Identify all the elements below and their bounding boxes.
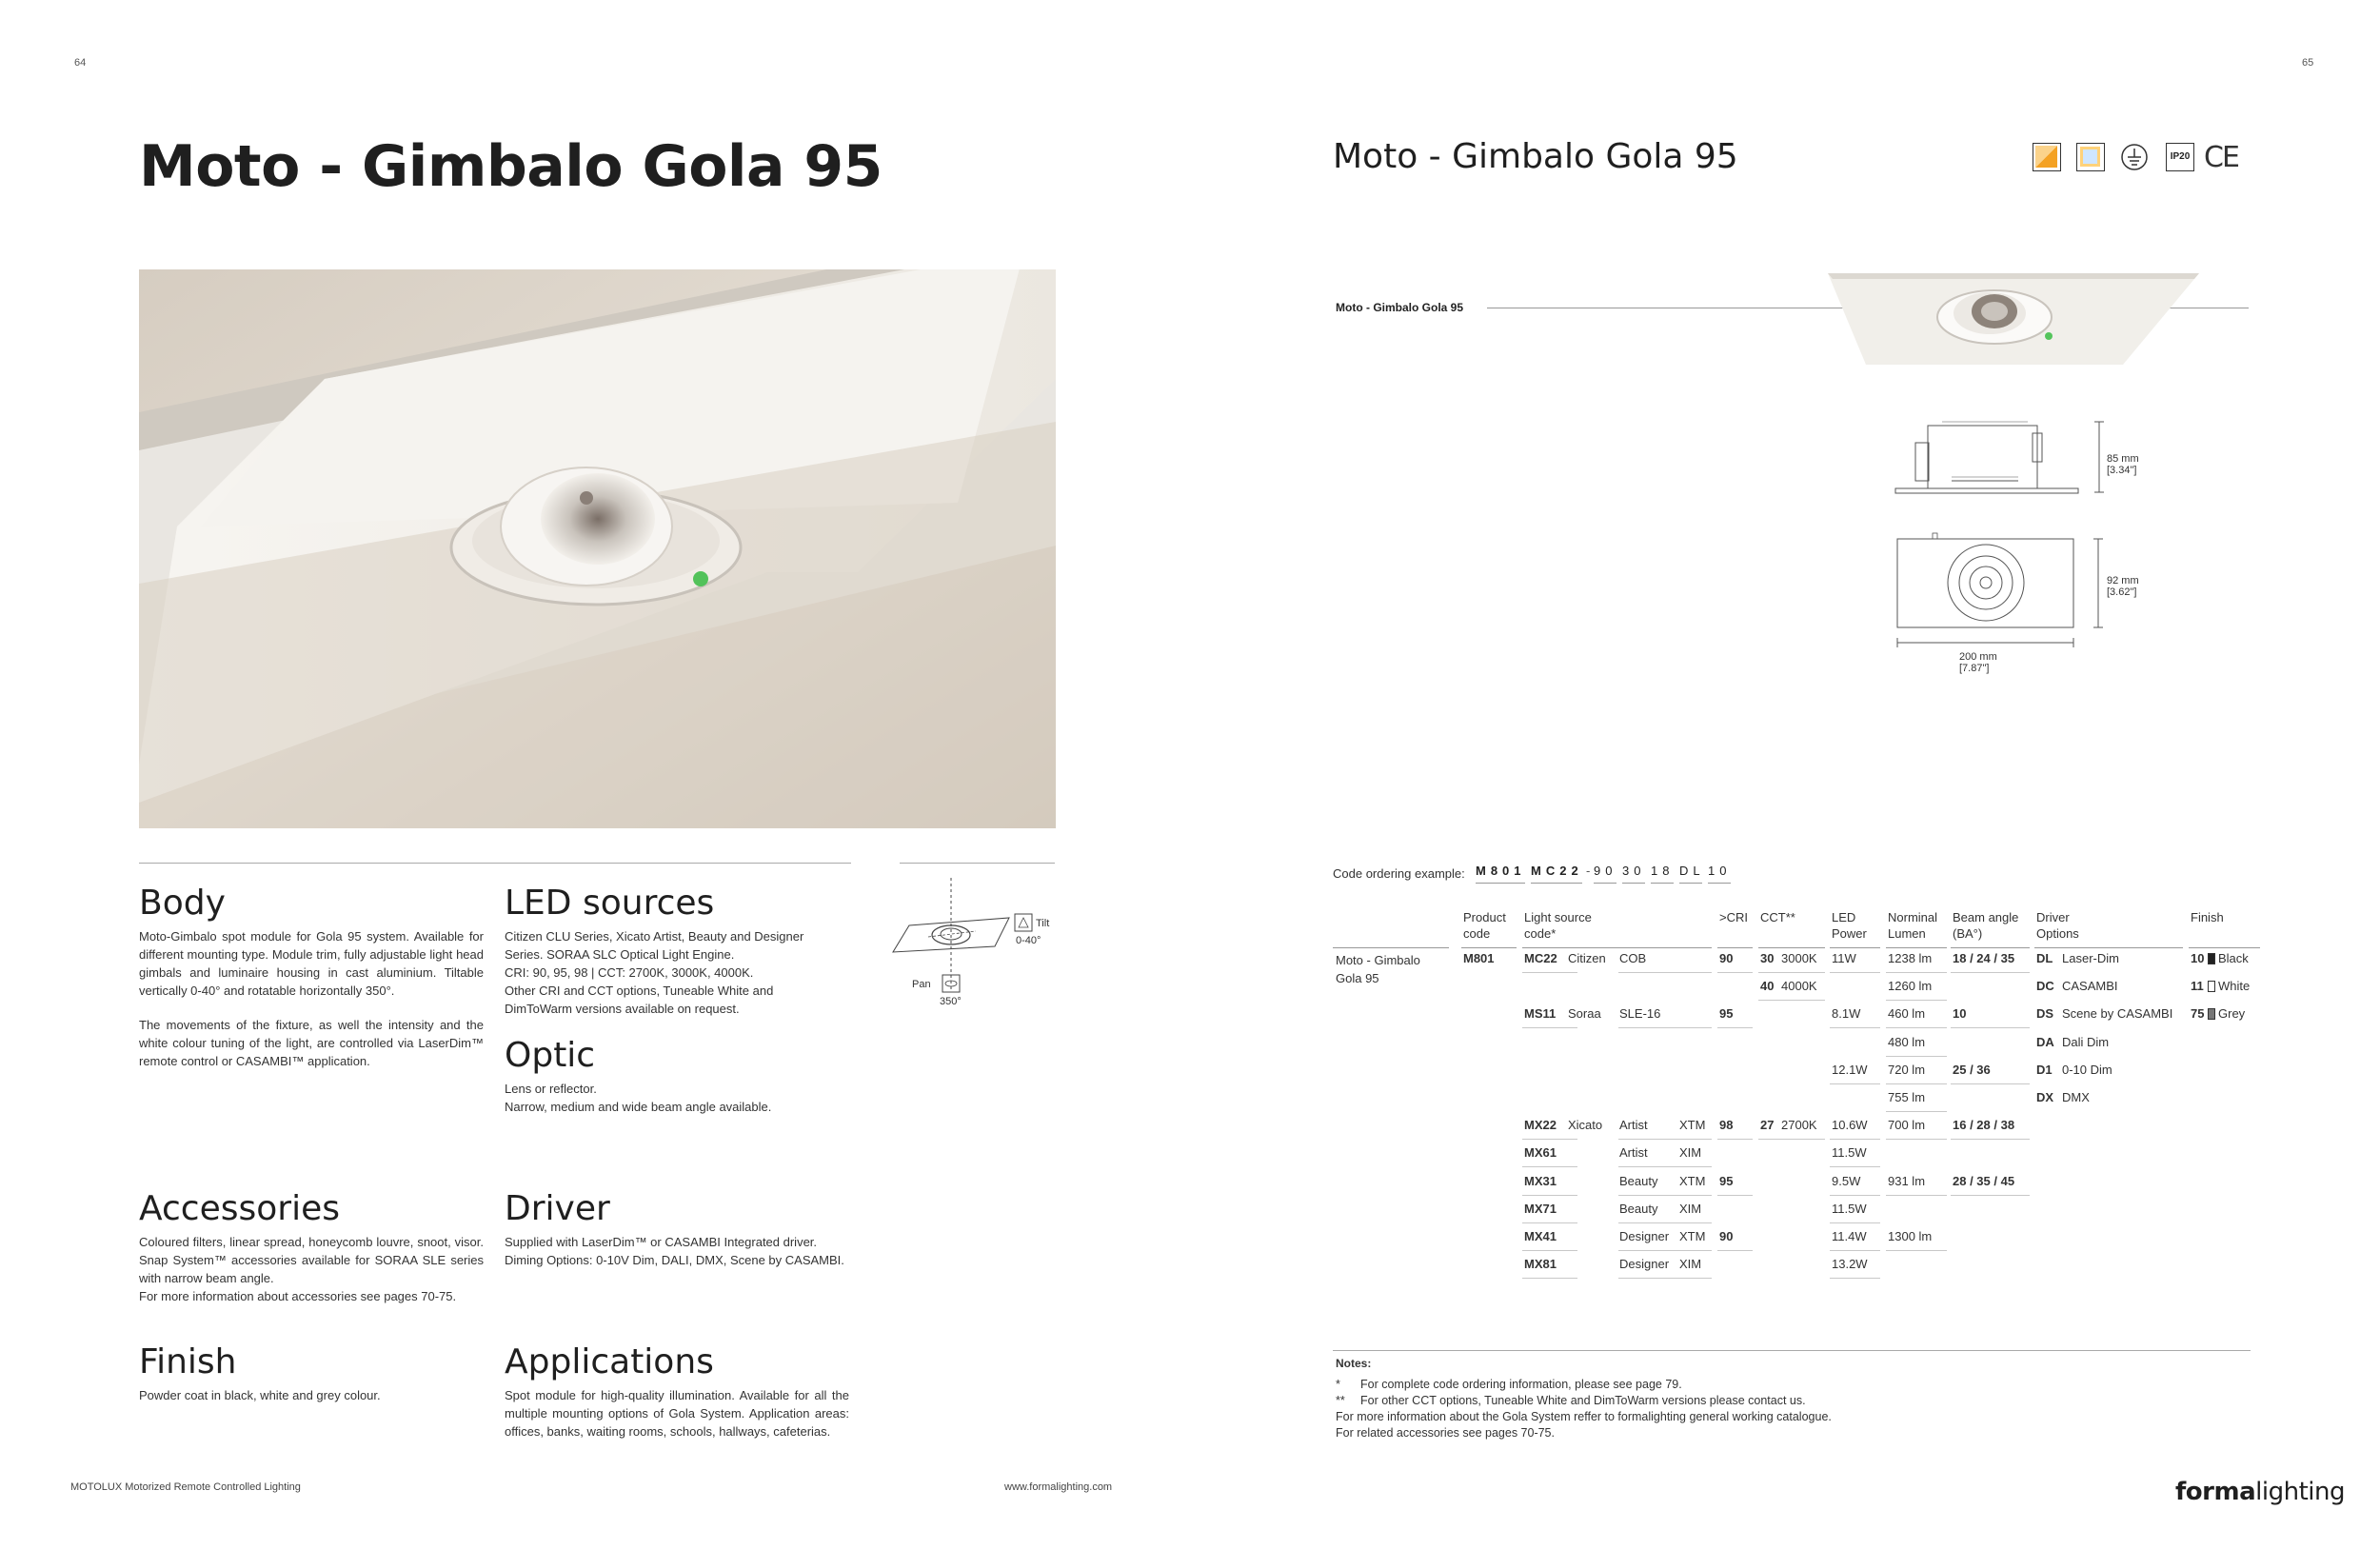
driver-option-label: CASAMBI: [2062, 979, 2118, 994]
table-cell-code: MX81: [1524, 1257, 1557, 1272]
section-text-body-controls: The movements of the fixture, as well the intensity and the white colour tuning of the light, are controlled via LaserDim™ remote control or CASAMBI™ application.: [139, 1018, 484, 1068]
front-view-drawing: [1896, 531, 2106, 650]
note-text: For complete code ordering information, please see page 79.: [1360, 1378, 1682, 1391]
header-cri: >CRI: [1719, 910, 1748, 924]
header-rule: [1333, 947, 1449, 948]
product-table: [1333, 909, 2285, 1290]
table-cell-rule: [1522, 1139, 1577, 1140]
table-cell-brand: Xicato: [1568, 1118, 1603, 1133]
dimming-icon: [2033, 143, 2061, 171]
table-cell-rule: [1522, 1195, 1577, 1196]
driver-option-label: Laser-Dim: [2062, 951, 2119, 965]
note-marker: *: [1336, 1378, 1340, 1391]
section-text-body: Moto-Gimbalo spot module for Gola 95 system. Available for different mounting type. Module trim, fully adjustable light head gimbals and luminaire housing in cast aluminium. Tiltable vertically 0-40° and rotatable horizontally 350°.: [139, 929, 484, 998]
page-title-left: Moto - Gimbalo Gola 95: [139, 133, 883, 200]
table-cell-rule: [1758, 1139, 1825, 1140]
header-finish: Finish: [2191, 910, 2224, 924]
table-cell-cct: 3000K: [1781, 951, 1817, 965]
dimension-length: [1959, 651, 1997, 674]
table-cell-brand: Citizen: [1568, 951, 1606, 965]
table-cell-rule: [1886, 1027, 1947, 1028]
header-rule: [1886, 947, 1947, 948]
table-cell-rule: [1886, 1056, 1947, 1057]
table-cell-rule: [1830, 1083, 1880, 1084]
table-cell-lumen: 1238 lm: [1888, 951, 1933, 965]
code-part-source-underline: [1531, 883, 1582, 884]
section-text-optic: Lens or reflector. Narrow, medium and wide beam angle available.: [505, 1082, 772, 1114]
table-cell-power: 9.5W: [1832, 1173, 1861, 1188]
table-cell-cct-code: 27: [1760, 1118, 1775, 1133]
header-driver-options: Driver Options: [2036, 910, 2079, 941]
finish-color-swatch: [2208, 981, 2215, 992]
driver-option-code: DS: [2036, 1006, 2054, 1022]
pan-label: Pan: [912, 979, 931, 990]
table-cell-type: Designer: [1619, 1229, 1670, 1243]
dimension-width-in: [3.62"]: [2107, 586, 2137, 598]
table-cell-rule: [1758, 1000, 1825, 1001]
table-cell-rule: [1951, 1083, 2030, 1084]
code-part-cri-underline: [1594, 883, 1616, 884]
table-cell-rule: [1951, 1139, 2030, 1140]
table-cell-cri: 95: [1719, 1006, 1734, 1022]
table-cell-type: Artist: [1619, 1118, 1648, 1133]
table-cell-power: 11.4W: [1832, 1229, 1867, 1243]
driver-option-label: 0-10 Dim: [2062, 1062, 2112, 1077]
tilt-value: 0-40°: [1016, 935, 1041, 946]
section-text-accessories-pages: For more information about accessories see pages 70-75.: [139, 1289, 457, 1303]
table-cell-rule: [1886, 1111, 1947, 1112]
brand-logo: [2175, 1478, 2345, 1506]
header-lumen: Norminal Lumen: [1888, 910, 1938, 941]
table-cell-rule: [1886, 1195, 1947, 1196]
header-rule: [2189, 947, 2260, 948]
table-cell-rule: [1830, 1139, 1880, 1140]
table-cell-sub: XTM: [1679, 1173, 1706, 1188]
table-cell-beam: 18 / 24 / 35: [1953, 951, 2015, 965]
header-beam-angle: Beam angle (BA°): [1953, 910, 2019, 941]
table-cell-rule: [1717, 1027, 1753, 1028]
note-item: For more information about the Gola System reffer to formalighting general working catalogue.: [1336, 1410, 1832, 1423]
table-cell-rule: [1951, 1027, 2030, 1028]
gola-trim-render: [1828, 271, 2209, 367]
finish-option-label: Grey: [2218, 1006, 2246, 1022]
dimension-height-mm: 85 mm: [2107, 453, 2139, 465]
table-cell-code: MX31: [1524, 1173, 1557, 1188]
table-cell-rule: [1717, 1195, 1753, 1196]
table-cell-rule: [1886, 972, 1947, 973]
product-name-cell: Moto - Gimbalo Gola 95: [1336, 953, 1420, 985]
product-photo: [139, 269, 1056, 828]
product-label: Moto - Gimbalo Gola 95: [1336, 301, 1464, 314]
table-cell-type: SLE-16: [1619, 1006, 1661, 1022]
table-cell-rule: [1886, 1083, 1947, 1084]
code-part-cri: 90: [1594, 864, 1617, 878]
header-rule: [1461, 947, 1517, 948]
driver-option-label: Dali Dim: [2062, 1034, 2110, 1049]
table-cell-sub: XTM: [1679, 1118, 1706, 1133]
finish-option-code: 75: [2191, 1006, 2205, 1022]
table-cell-code: MC22: [1524, 951, 1557, 965]
finish-color-swatch: [2208, 1008, 2215, 1020]
code-part-dash: -: [1586, 864, 1591, 878]
ce-mark-icon: CE: [2204, 141, 2238, 174]
table-cell-rule: [1618, 1166, 1712, 1167]
table-cell-rule: [1522, 1166, 1577, 1167]
front-view-drawing-graphic: [1896, 531, 2106, 650]
table-cell-lumen: 700 lm: [1888, 1118, 1926, 1133]
driver-option-code: D1: [2036, 1062, 2053, 1077]
table-cell-beam: 28 / 35 / 45: [1953, 1173, 2015, 1188]
table-cell-rule: [1886, 1000, 1947, 1001]
notes-heading: Notes:: [1336, 1357, 1372, 1370]
dimension-length-in: [7.87"]: [1959, 663, 1990, 674]
table-cell-rule: [1830, 1250, 1880, 1251]
brand-logo-forma: forma: [2175, 1478, 2256, 1506]
section-heading-driver: Driver: [505, 1189, 610, 1228]
table-cell-cct: 2700K: [1781, 1118, 1817, 1133]
section-heading-led-sources: LED sources: [505, 884, 715, 923]
table-cell-rule: [1717, 972, 1753, 973]
section-heading-finish: Finish: [139, 1342, 237, 1381]
table-cell-cct-code: 30: [1760, 951, 1775, 965]
table-cell-lumen: 1260 lm: [1888, 979, 1933, 994]
side-view-drawing-graphic: [1894, 414, 2104, 500]
note-marker: **: [1336, 1394, 1345, 1407]
side-view-drawing: [1894, 414, 2104, 500]
table-cell-code: MX71: [1524, 1201, 1557, 1216]
dimming-icon-graphic: [2033, 144, 2059, 169]
table-cell-lumen: 755 lm: [1888, 1090, 1926, 1104]
table-cell-sub: XIM: [1679, 1257, 1702, 1272]
finish-color-swatch: [2208, 953, 2215, 964]
table-cell-rule: [1522, 1278, 1577, 1279]
table-cell-rule: [1830, 1195, 1880, 1196]
table-cell-rule: [1830, 1166, 1880, 1167]
table-cell-cct: 4000K: [1781, 979, 1817, 994]
header-cct: CCT**: [1760, 910, 1795, 924]
table-cell-rule: [1830, 972, 1880, 973]
code-part-beam-underline: [1651, 883, 1674, 884]
header-rule: [2034, 947, 2183, 948]
table-cell-cri: 98: [1719, 1118, 1734, 1133]
table-cell-rule: [1618, 1278, 1712, 1279]
driver-option-label: Scene by CASAMBI: [2062, 1006, 2173, 1022]
header-rule: [1951, 947, 2030, 948]
header-rule: [1717, 947, 1753, 948]
section-heading-applications: Applications: [505, 1342, 714, 1381]
page-number-right: 65: [2302, 57, 2314, 69]
section-text-applications: Spot module for high-quality illumination. Available for all the multiple mounting options of Gola System. Application areas: offices, banks, waiting rooms, schools, hallways, cafeterias.: [505, 1388, 849, 1439]
driver-option-code: DC: [2036, 979, 2054, 994]
table-cell-cri: 90: [1719, 951, 1734, 965]
code-part-product-underline: [1476, 883, 1525, 884]
table-cell-sub: XTM: [1679, 1229, 1706, 1243]
table-cell-code: MX22: [1524, 1118, 1557, 1133]
table-cell-cct-code: 40: [1760, 979, 1775, 994]
driver-option-code: DA: [2036, 1034, 2054, 1049]
header-rule: [1522, 947, 1712, 948]
table-cell-rule: [1618, 1250, 1712, 1251]
tilt-label: Tilt: [1036, 918, 1050, 929]
section-divider-left: [139, 863, 851, 864]
code-part-beam: 18: [1651, 864, 1675, 878]
driver-option-label: DMX: [2062, 1090, 2090, 1104]
table-cell-rule: [1830, 1222, 1880, 1223]
table-cell-rule: [1951, 1195, 2030, 1196]
table-cell-rule: [1886, 1139, 1947, 1140]
table-cell-cri: 90: [1719, 1229, 1734, 1243]
table-cell-power: 10.6W: [1832, 1118, 1868, 1133]
code-part-finish: 10: [1708, 864, 1732, 878]
table-cell-lumen: 931 lm: [1888, 1173, 1926, 1188]
dimension-height-in: [3.34"]: [2107, 465, 2137, 476]
code-part-cct: 30: [1622, 864, 1646, 878]
table-cell-rule: [1618, 1195, 1712, 1196]
earth-ground-icon: [2120, 143, 2149, 171]
table-cell-rule: [1522, 972, 1577, 973]
table-cell-type: COB: [1619, 951, 1647, 965]
footer-website-link[interactable]: www.formalighting.com: [1004, 1481, 1113, 1493]
page-number-left: 64: [74, 57, 87, 69]
table-cell-beam: 25 / 36: [1953, 1062, 1991, 1077]
product-code-cell: M801: [1463, 951, 1495, 965]
section-text-accessories: Coloured filters, linear spread, honeycomb louvre, snoot, visor. Snap System™ accessories available for SORAA SLE series with narrow beam angle.: [139, 1235, 484, 1285]
table-cell-rule: [1522, 1250, 1577, 1251]
table-cell-power: 8.1W: [1832, 1006, 1861, 1022]
table-cell-brand: Soraa: [1568, 1006, 1601, 1022]
table-cell-rule: [1618, 972, 1712, 973]
finish-option-label: Black: [2218, 951, 2249, 965]
table-cell-lumen: 1300 lm: [1888, 1229, 1933, 1243]
code-part-finish-underline: [1708, 883, 1731, 884]
section-heading-optic: Optic: [505, 1036, 596, 1075]
table-cell-rule: [1886, 1250, 1947, 1251]
finish-option-code: 11: [2191, 979, 2204, 994]
tunable-white-icon-graphic: [2077, 144, 2103, 169]
section-divider-diagram: [900, 863, 1055, 864]
section-text-finish: Powder coat in black, white and grey colour.: [139, 1388, 381, 1402]
finish-option-code: 10: [2191, 951, 2205, 965]
table-cell-rule: [1758, 972, 1825, 973]
code-part-driver: DL: [1679, 864, 1705, 878]
table-cell-lumen: 720 lm: [1888, 1062, 1926, 1077]
table-cell-type: Beauty: [1619, 1173, 1658, 1188]
section-heading-body: Body: [139, 884, 226, 923]
table-cell-type: Designer: [1619, 1257, 1670, 1272]
code-part-driver-underline: [1679, 883, 1702, 884]
footer-series-name: MOTOLUX Motorized Remote Controlled Lighting: [70, 1481, 301, 1493]
section-text-driver: Supplied with LaserDim™ or CASAMBI Integrated driver. Diming Options: 0-10V Dim, DALI, DMX, Scene by CASAMBI.: [505, 1235, 844, 1267]
table-cell-rule: [1618, 1222, 1712, 1223]
tunable-white-icon: [2076, 143, 2105, 171]
code-part-product: M801: [1476, 864, 1526, 878]
dimension-length-mm: 200 mm: [1959, 651, 1997, 663]
notes-block: [1336, 1356, 2192, 1441]
table-cell-rule: [1618, 1139, 1712, 1140]
dimension-height: [2107, 453, 2139, 476]
table-cell-rule: [1522, 1027, 1577, 1028]
notes-divider: [1333, 1350, 2251, 1351]
table-cell-rule: [1522, 1222, 1577, 1223]
pan-value: 350°: [940, 996, 962, 1007]
finish-option-label: White: [2218, 979, 2251, 994]
earth-ground-icon-graphic: [2120, 143, 2149, 171]
driver-option-code: DX: [2036, 1090, 2054, 1104]
note-text: For other CCT options, Tuneable White and DimToWarm versions please contact us.: [1360, 1394, 1806, 1407]
table-cell-power: 13.2W: [1832, 1257, 1868, 1272]
table-cell-sub: XIM: [1679, 1145, 1702, 1161]
table-cell-code: MX61: [1524, 1145, 1557, 1161]
tilt-pan-diagram: [890, 878, 1061, 1011]
table-cell-power: 12.1W: [1832, 1062, 1868, 1077]
driver-option-code: DL: [2036, 951, 2053, 965]
table-cell-type: Beauty: [1619, 1201, 1658, 1216]
table-cell-lumen: 480 lm: [1888, 1034, 1926, 1049]
dimension-width: [2107, 575, 2139, 598]
header-rule: [1758, 947, 1825, 948]
table-cell-code: MX41: [1524, 1229, 1557, 1243]
table-cell-sub: XIM: [1679, 1201, 1702, 1216]
table-cell-rule: [1618, 1027, 1712, 1028]
note-item: For related accessories see pages 70-75.: [1336, 1426, 1555, 1440]
table-cell-power: 11W: [1832, 951, 1856, 965]
dimension-width-mm: 92 mm: [2107, 575, 2139, 586]
table-cell-rule: [1830, 1027, 1880, 1028]
table-cell-lumen: 460 lm: [1888, 1006, 1926, 1022]
header-light-source: Light source code*: [1524, 910, 1592, 941]
brand-logo-lighting: lighting: [2255, 1478, 2345, 1506]
gola-trim-render-graphic: [1828, 271, 2209, 367]
table-cell-beam: 10: [1953, 1006, 1967, 1022]
table-cell-power: 11.5W: [1832, 1145, 1867, 1161]
certification-icons: [2033, 141, 2251, 173]
table-cell-beam: 16 / 28 / 38: [1953, 1118, 2015, 1133]
table-cell-rule: [1717, 1250, 1753, 1251]
product-photo-illustration: [139, 269, 1056, 828]
table-cell-type: Artist: [1619, 1145, 1648, 1161]
code-example-label: Code ordering example:: [1333, 866, 1465, 881]
table-cell-rule: [1830, 1278, 1880, 1279]
table-cell-code: MS11: [1524, 1006, 1557, 1022]
page-title-right: Moto - Gimbalo Gola 95: [1333, 137, 1738, 176]
code-part-source: MC22: [1531, 864, 1583, 878]
code-part-cct-underline: [1622, 883, 1645, 884]
ip20-icon: IP20: [2166, 143, 2194, 171]
section-text-led-sources: Citizen CLU Series, Xicato Artist, Beauty and Designer Series. SORAA SLC Optical Light Engine. CRI: 90, 95, 98 | CCT: 2700K, 3000K, 4000K. Other CRI and CCT options, Tuneable White and DimToWarm versions available on request.: [505, 929, 804, 1016]
table-cell-power: 11.5W: [1832, 1201, 1867, 1216]
table-cell-rule: [1717, 1139, 1753, 1140]
note-item: [1336, 1393, 2192, 1409]
note-item: [1336, 1377, 2192, 1393]
header-product-code: Product code: [1463, 910, 1506, 941]
table-cell-cri: 95: [1719, 1173, 1734, 1188]
table-cell-rule: [1951, 972, 2030, 973]
section-heading-accessories: Accessories: [139, 1189, 340, 1228]
header-led-power: LED Power: [1832, 910, 1867, 941]
header-rule: [1830, 947, 1880, 948]
